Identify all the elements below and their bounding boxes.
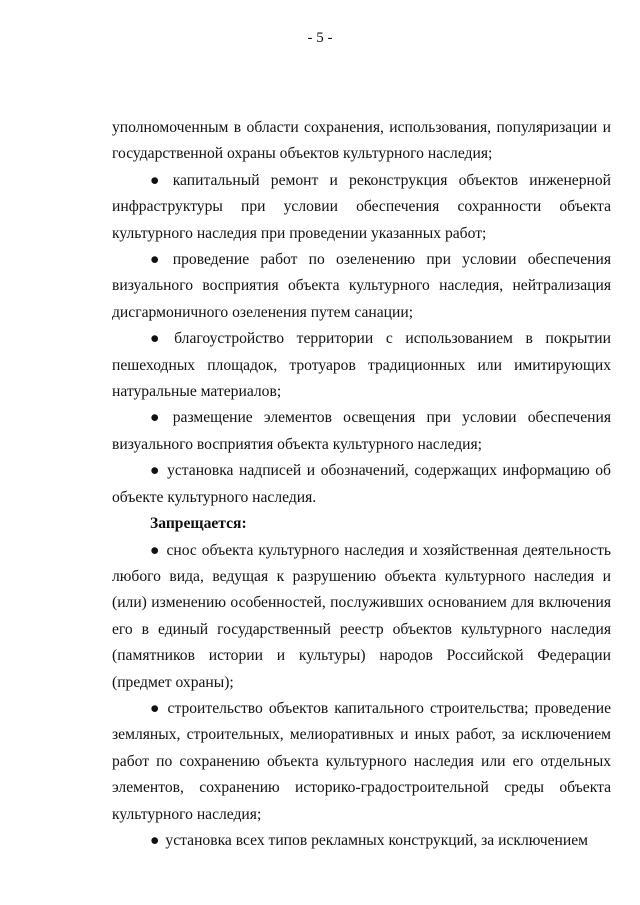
document-body: [112, 115, 611, 854]
list-item: [112, 405, 611, 458]
list-item-text: установка надписей и обозначений, содержащих информацию об объекте культурного наследия.: [112, 462, 611, 506]
list-item: [112, 168, 611, 247]
list-item: [112, 247, 611, 326]
bullet-icon: ●: [150, 251, 167, 269]
bullet-icon: ●: [150, 409, 167, 427]
page-number: - 5 -: [307, 30, 333, 46]
list-item: [112, 458, 611, 511]
continuation-paragraph: уполномоченным в области сохранения, использования, популяризации и государственной охраны объектов культурного наследия;: [112, 119, 611, 163]
list-item-text: установка всех типов рекламных конструкций, за исключением: [165, 831, 589, 849]
bullet-icon: ●: [150, 462, 162, 480]
list-item: [112, 696, 611, 828]
list-item: [112, 326, 611, 405]
list-item-text: снос объекта культурного наследия и хозяйственная деятельность любого вида, ведущая к разрушению объекта культурного наследия и (или) изменению особенностей, послуживших основанием для включения его в единый государственный реестр объектов культурного наследия (памятников истории и культуры) народов Российской Федерации (предмет охраны);: [112, 541, 612, 691]
bullet-icon: ●: [150, 699, 162, 717]
bullet-icon: ●: [150, 831, 160, 849]
section-heading: Запрещается:: [150, 515, 247, 533]
bullet-icon: ●: [150, 171, 167, 189]
bullet-icon: ●: [150, 330, 169, 348]
list-item: [112, 828, 611, 854]
list-item-text: строительство объектов капитального строительства; проведение земляных, строительных, мелиоративных и иных работ, за исключением работ по сохранению объекта культурного наследия или его отдельных элементов, сохранению историко-градостроительной среды объекта культурного наследия;: [112, 699, 611, 823]
list-item-text: проведение работ по озеленению при условии обеспечения визуального восприятия объекта культурного наследия, нейтрализация дисгармоничного озеленения путем санации;: [112, 251, 611, 321]
list-item-text: капитальный ремонт и реконструкция объектов инженерной инфраструктуры при условии обеспечения сохранности объекта культурного наследия при проведении указанных работ;: [112, 171, 612, 242]
list-item-text: размещение элементов освещения при условии обеспечения визуального восприятия объекта культурного наследия;: [112, 409, 611, 453]
list-item-text: благоустройство территории с использованием в покрытии пешеходных площадок, тротуаров традиционных или имитирующих натуральные материалов;: [112, 330, 611, 401]
list-item: [112, 538, 611, 696]
bullet-icon: ●: [150, 541, 161, 559]
